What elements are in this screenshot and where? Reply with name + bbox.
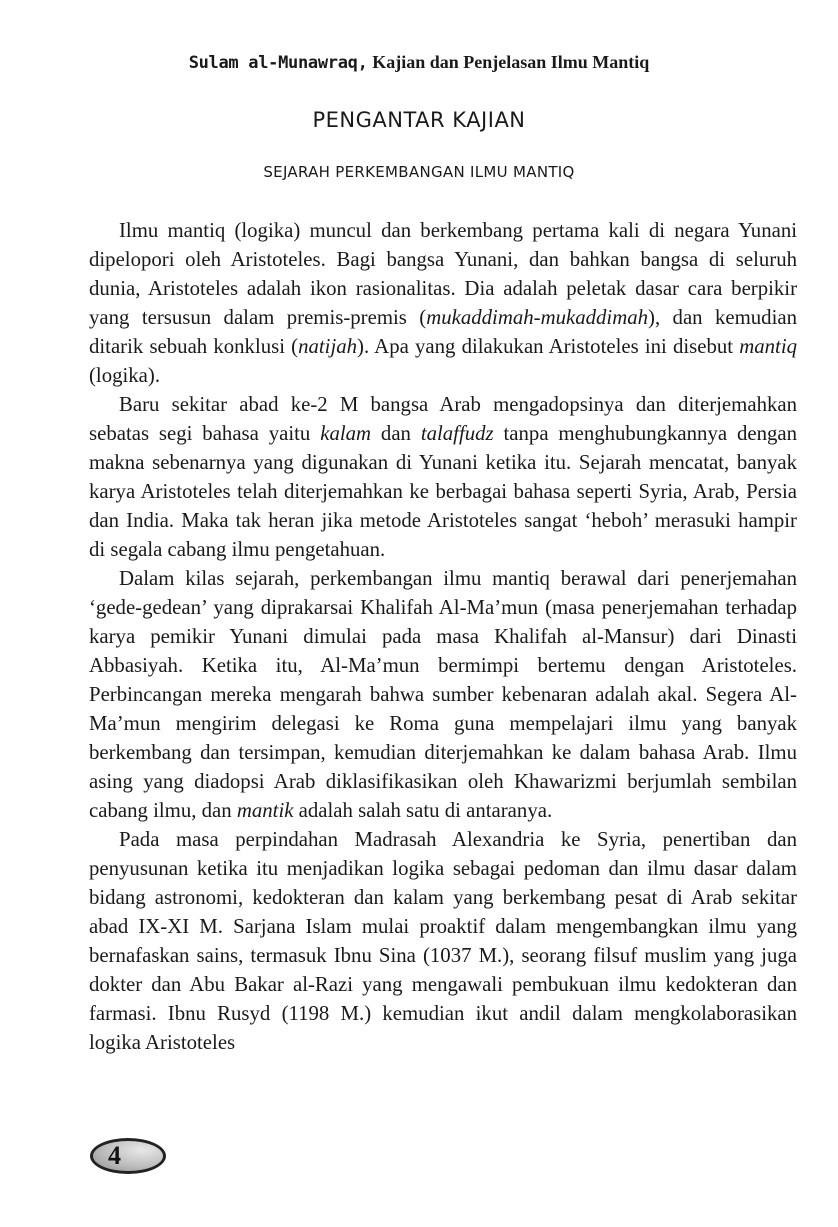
- body-paragraph: [89, 390, 797, 564]
- paragraph-text: tanpa menghubungkannya dengan makna sebenarnya yang digunakan di Yunani ketika itu. Sejarah mencatat, banyak karya Aristoteles telah diterjemahkan ke berbagai bahasa seperti Syria, Arab, Persia dan India. Maka tak heran jika metode Aristoteles sangat ‘heboh’ merasuki hampir di segala cabang ilmu pengetahuan.: [89, 422, 797, 561]
- page-number: 4: [108, 1141, 121, 1170]
- running-header-book-title: Sulam al-Munawraq,: [188, 53, 368, 73]
- paragraph-text: (logika).: [89, 364, 161, 387]
- page-number-oval: [90, 1138, 166, 1174]
- paragraph-text: adalah salah satu di antaranya.: [293, 799, 553, 822]
- paragraph-text: Pada masa perpindahan Madrasah Alexandria ke Syria, penertiban dan penyusunan ketika itu menjadikan logika sebagai pedoman dan ilmu dasar dalam bidang astronomi, kedokteran dan kalam yang berkembang pesat di Arab sekitar abad IX-XI M. Sarjana Islam mulai proaktif dalam mengembangkan ilmu yang bernafaskan sains, termasuk Ibnu Sina (1037 M.), seorang filsuf muslim yang juga dokter dan Abu Bakar al-Razi yang mengawali pembukuan ilmu kedokteran dan farmasi. Ibnu Rusyd (1198 M.) kemudian ikut andil dalam mengkolaborasikan logika Aristoteles: [89, 828, 797, 1054]
- paragraph-text: Ilmu mantiq (logika) muncul dan berkembang pertama kali di negara Yunani dipelopori oleh Aristoteles. Bagi bangsa Yunani, dan bahkan bangsa di seluruh dunia, Aristoteles adalah ikon rasionalitas. Dia adalah peletak dasar cara berpikir yang tersusun dalam premis-premis (: [89, 219, 797, 329]
- italic-term: talaffudz: [420, 422, 494, 445]
- paragraph-text: Dalam kilas sejarah, perkembangan ilmu mantiq berawal dari penerjemahan ‘gede-gedean’ yang diprakarsai Khalifah Al-Ma’mun (masa penerjemahan terhadap karya pemikir Yunani dimulai pada masa Khalifah al-Mansur) dari Dinasti Abbasiyah. Ketika itu, Al-Ma’mun bermimpi bertemu dengan Aristoteles. Perbincangan mereka mengarah bahwa sumber kebenaran adalah akal. Segera Al-Ma’mun mengirim delegasi ke Roma guna mempelajari ilmu yang banyak berkembang dan tersimpan, kemudian diterjemahkan ke dalam bahasa Arab. Ilmu asing yang diadopsi Arab diklasifikasikan oleh Khawarizmi berjumlah sembilan cabang ilmu, dan: [89, 567, 797, 822]
- italic-term: mukaddimah-mukaddimah: [426, 306, 649, 329]
- italic-term: mantiq: [739, 335, 797, 358]
- running-header-book-subtitle: Kajian dan Penjelasan Ilmu Mantiq: [372, 52, 650, 72]
- italic-term: natijah: [298, 335, 358, 358]
- page-number-badge: [90, 1138, 168, 1176]
- paragraph-text: Baru sekitar abad ke-2 M bangsa Arab mengadopsinya dan diterjemahkan sebatas segi bahasa yaitu: [89, 393, 797, 445]
- paragraph-text: ), dan kemudian ditarik sebuah konklusi (: [89, 306, 797, 358]
- body-paragraph: [89, 564, 797, 825]
- italic-term: mantik: [236, 799, 294, 822]
- italic-term: kalam: [320, 422, 372, 445]
- paragraph-text: dan: [371, 422, 421, 445]
- body-text: [89, 216, 797, 1057]
- running-header: [0, 50, 838, 75]
- chapter-title: PENGANTAR KAJIAN: [312, 108, 526, 132]
- body-paragraph: [89, 216, 797, 390]
- body-paragraph: [89, 825, 797, 1057]
- chapter-subtitle: SEJARAH PERKEMBANGAN ILMU MANTIQ: [263, 163, 575, 181]
- paragraph-text: ). Apa yang dilakukan Aristoteles ini disebut: [357, 335, 740, 358]
